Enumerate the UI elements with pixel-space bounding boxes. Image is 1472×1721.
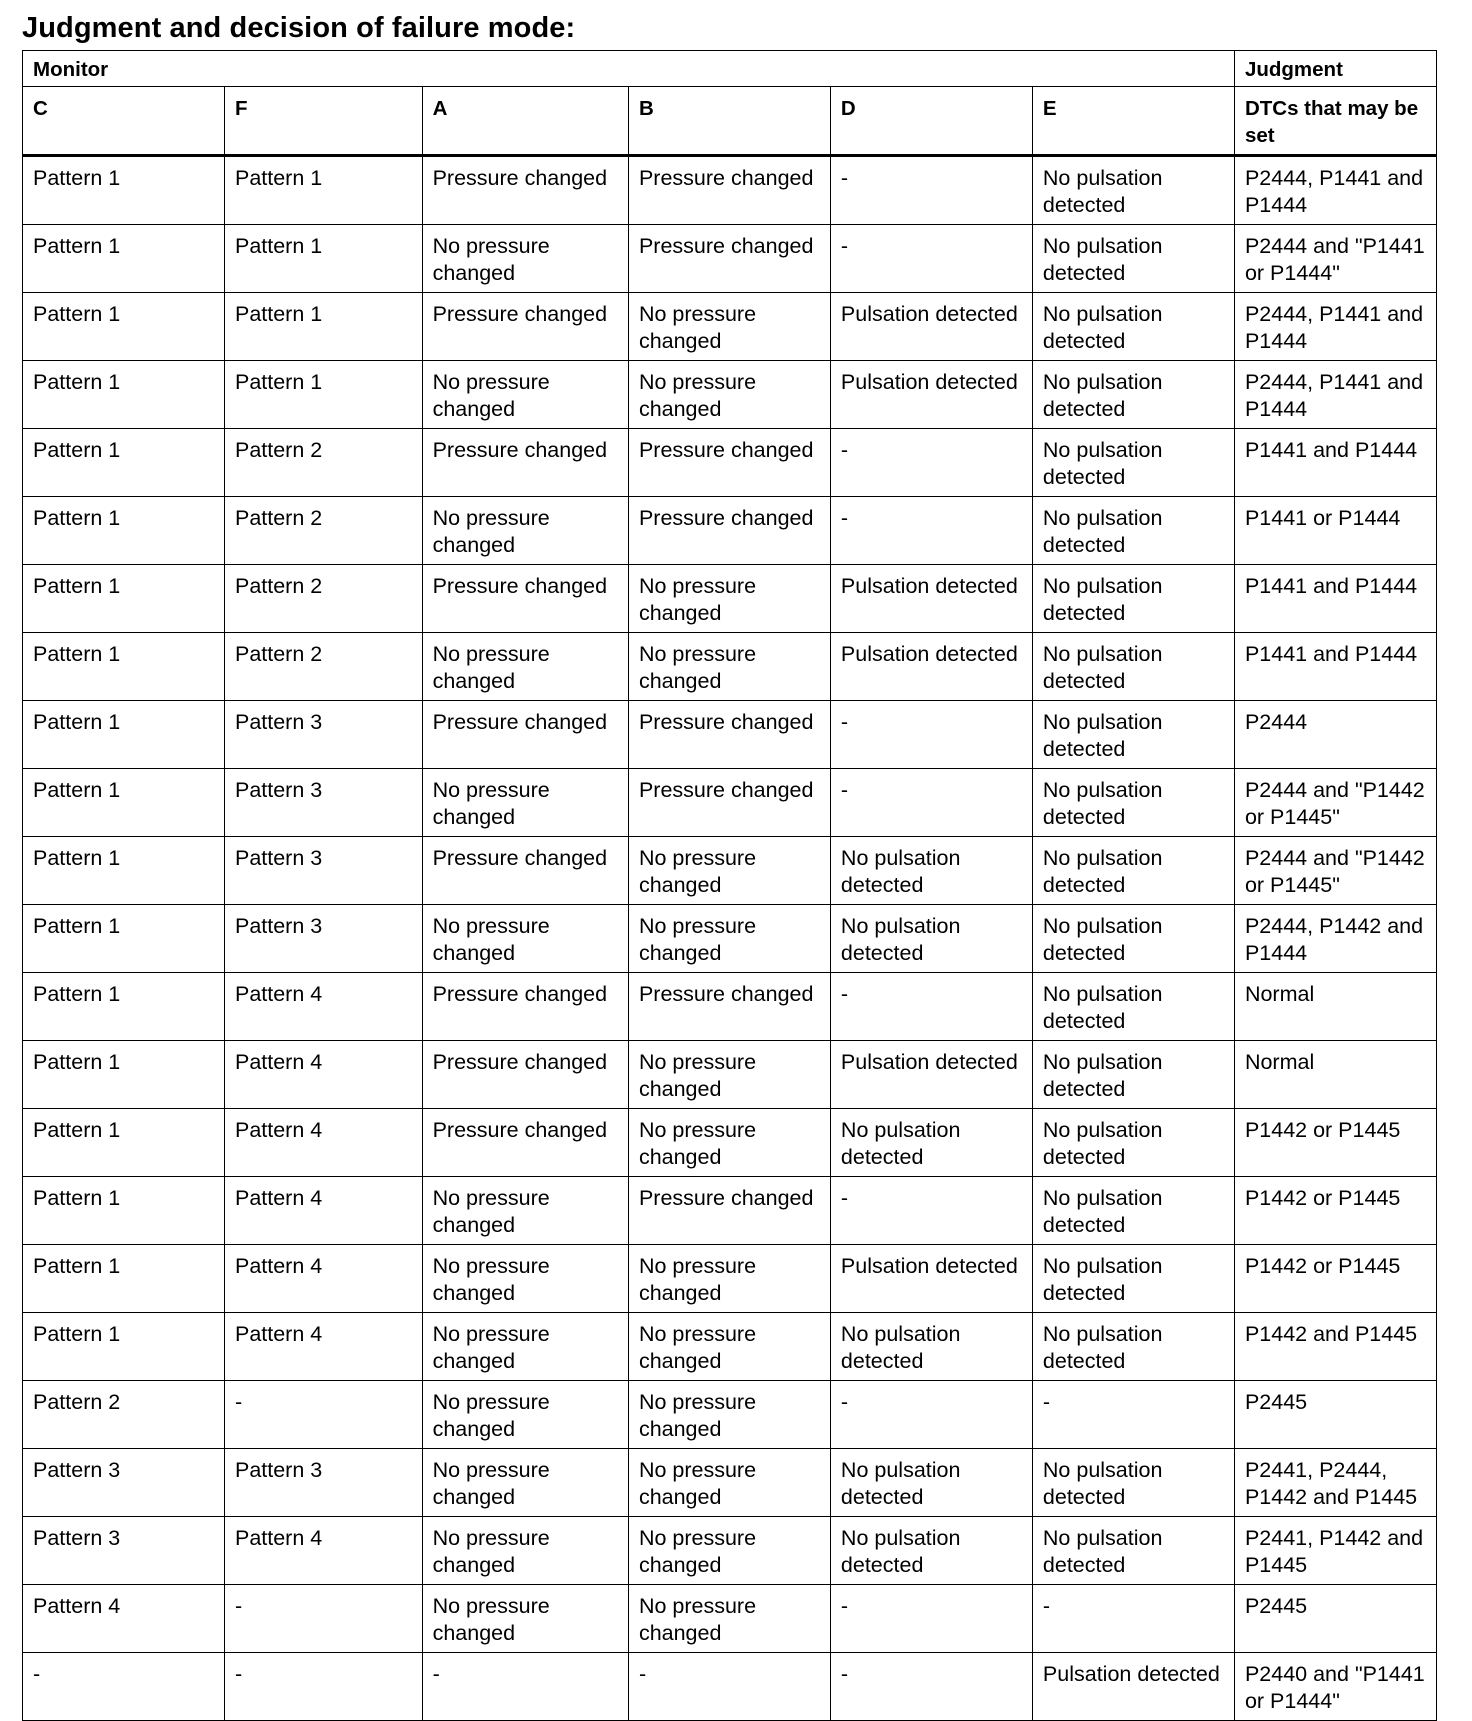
- cell-dtcs: P1442 and P1445: [1234, 1313, 1436, 1381]
- cell-f: -: [224, 1381, 422, 1449]
- cell-d: No pulsation detected: [830, 1109, 1032, 1177]
- cell-b: No pressure changed: [628, 1585, 830, 1653]
- cell-d: -: [830, 769, 1032, 837]
- cell-b: Pressure changed: [628, 769, 830, 837]
- cell-a: No pressure changed: [422, 225, 628, 293]
- cell-a: No pressure changed: [422, 633, 628, 701]
- failure-mode-table: [22, 50, 1437, 1721]
- cell-a: No pressure changed: [422, 497, 628, 565]
- cell-b: Pressure changed: [628, 973, 830, 1041]
- cell-f: Pattern 4: [224, 1313, 422, 1381]
- cell-b: -: [628, 1653, 830, 1721]
- cell-d: -: [830, 497, 1032, 565]
- cell-f: Pattern 3: [224, 1449, 422, 1517]
- cell-e: No pulsation detected: [1032, 156, 1234, 225]
- cell-b: No pressure changed: [628, 1109, 830, 1177]
- cell-b: Pressure changed: [628, 701, 830, 769]
- cell-e: No pulsation detected: [1032, 565, 1234, 633]
- cell-e: No pulsation detected: [1032, 973, 1234, 1041]
- cell-d: No pulsation detected: [830, 1449, 1032, 1517]
- table-row: [23, 837, 1437, 905]
- cell-d: -: [830, 701, 1032, 769]
- column-header: E: [1032, 87, 1234, 156]
- cell-e: -: [1032, 1381, 1234, 1449]
- cell-e: No pulsation detected: [1032, 293, 1234, 361]
- cell-f: Pattern 4: [224, 1109, 422, 1177]
- cell-dtcs: P1441 and P1444: [1234, 565, 1436, 633]
- cell-a: No pressure changed: [422, 1585, 628, 1653]
- cell-c: Pattern 3: [23, 1517, 225, 1585]
- cell-c: Pattern 1: [23, 497, 225, 565]
- cell-d: Pulsation detected: [830, 1041, 1032, 1109]
- cell-c: Pattern 1: [23, 225, 225, 293]
- cell-a: Pressure changed: [422, 156, 628, 225]
- cell-f: Pattern 1: [224, 156, 422, 225]
- table-row: [23, 1517, 1437, 1585]
- table-row: [23, 1245, 1437, 1313]
- cell-dtcs: Normal: [1234, 1041, 1436, 1109]
- cell-c: Pattern 1: [23, 1245, 225, 1313]
- cell-e: No pulsation detected: [1032, 1449, 1234, 1517]
- judgment-group-header: Judgment: [1234, 51, 1436, 87]
- cell-c: Pattern 1: [23, 1177, 225, 1245]
- cell-c: Pattern 2: [23, 1381, 225, 1449]
- cell-f: Pattern 4: [224, 973, 422, 1041]
- cell-f: -: [224, 1653, 422, 1721]
- cell-dtcs: P2444, P1441 and P1444: [1234, 156, 1436, 225]
- cell-a: No pressure changed: [422, 1313, 628, 1381]
- cell-c: Pattern 1: [23, 1109, 225, 1177]
- cell-b: Pressure changed: [628, 497, 830, 565]
- cell-f: Pattern 3: [224, 769, 422, 837]
- cell-dtcs: P1442 or P1445: [1234, 1109, 1436, 1177]
- cell-f: Pattern 3: [224, 701, 422, 769]
- column-header-row: [23, 87, 1437, 156]
- cell-a: Pressure changed: [422, 701, 628, 769]
- table-row: [23, 1381, 1437, 1449]
- cell-f: Pattern 1: [224, 361, 422, 429]
- cell-dtcs: P2441, P1442 and P1445: [1234, 1517, 1436, 1585]
- cell-dtcs: P2444 and "P1442 or P1445": [1234, 837, 1436, 905]
- cell-c: Pattern 3: [23, 1449, 225, 1517]
- page-title: Judgment and decision of failure mode:: [22, 12, 576, 44]
- cell-e: No pulsation detected: [1032, 1517, 1234, 1585]
- cell-d: -: [830, 1177, 1032, 1245]
- table-row: [23, 973, 1437, 1041]
- cell-dtcs: P1441 and P1444: [1234, 633, 1436, 701]
- monitor-group-header: Monitor: [23, 51, 1235, 87]
- cell-dtcs: P1441 or P1444: [1234, 497, 1436, 565]
- cell-dtcs: P2445: [1234, 1381, 1436, 1449]
- table-row: [23, 1653, 1437, 1721]
- cell-b: Pressure changed: [628, 156, 830, 225]
- cell-d: No pulsation detected: [830, 1517, 1032, 1585]
- column-header: A: [422, 87, 628, 156]
- cell-b: No pressure changed: [628, 293, 830, 361]
- cell-f: Pattern 2: [224, 497, 422, 565]
- cell-dtcs: P2444, P1441 and P1444: [1234, 293, 1436, 361]
- table-row: [23, 1177, 1437, 1245]
- cell-d: -: [830, 1585, 1032, 1653]
- cell-e: No pulsation detected: [1032, 1245, 1234, 1313]
- cell-d: Pulsation detected: [830, 633, 1032, 701]
- cell-c: Pattern 1: [23, 633, 225, 701]
- cell-d: No pulsation detected: [830, 1313, 1032, 1381]
- cell-e: Pulsation detected: [1032, 1653, 1234, 1721]
- cell-dtcs: P1441 and P1444: [1234, 429, 1436, 497]
- cell-c: -: [23, 1653, 225, 1721]
- table-row: [23, 1041, 1437, 1109]
- cell-f: Pattern 2: [224, 429, 422, 497]
- cell-c: Pattern 1: [23, 565, 225, 633]
- cell-e: No pulsation detected: [1032, 1109, 1234, 1177]
- cell-c: Pattern 1: [23, 905, 225, 973]
- column-header: C: [23, 87, 225, 156]
- cell-dtcs: P2445: [1234, 1585, 1436, 1653]
- cell-e: No pulsation detected: [1032, 633, 1234, 701]
- cell-c: Pattern 1: [23, 361, 225, 429]
- cell-b: Pressure changed: [628, 225, 830, 293]
- cell-c: Pattern 1: [23, 156, 225, 225]
- cell-c: Pattern 1: [23, 293, 225, 361]
- cell-a: Pressure changed: [422, 1109, 628, 1177]
- cell-e: No pulsation detected: [1032, 225, 1234, 293]
- cell-f: Pattern 4: [224, 1517, 422, 1585]
- cell-a: No pressure changed: [422, 1245, 628, 1313]
- column-header: D: [830, 87, 1032, 156]
- cell-dtcs: P2444 and "P1442 or P1445": [1234, 769, 1436, 837]
- cell-f: Pattern 1: [224, 293, 422, 361]
- cell-b: No pressure changed: [628, 361, 830, 429]
- cell-dtcs: P1442 or P1445: [1234, 1177, 1436, 1245]
- cell-b: No pressure changed: [628, 565, 830, 633]
- cell-e: No pulsation detected: [1032, 429, 1234, 497]
- cell-b: No pressure changed: [628, 1245, 830, 1313]
- cell-b: No pressure changed: [628, 1313, 830, 1381]
- cell-a: No pressure changed: [422, 769, 628, 837]
- cell-e: No pulsation detected: [1032, 769, 1234, 837]
- cell-f: Pattern 2: [224, 565, 422, 633]
- cell-a: Pressure changed: [422, 973, 628, 1041]
- cell-b: No pressure changed: [628, 837, 830, 905]
- cell-d: Pulsation detected: [830, 565, 1032, 633]
- table-row: [23, 1109, 1437, 1177]
- table-row: [23, 429, 1437, 497]
- cell-f: Pattern 2: [224, 633, 422, 701]
- cell-d: -: [830, 429, 1032, 497]
- cell-d: Pulsation detected: [830, 361, 1032, 429]
- cell-c: Pattern 1: [23, 973, 225, 1041]
- cell-c: Pattern 1: [23, 837, 225, 905]
- table-row: [23, 293, 1437, 361]
- cell-d: No pulsation detected: [830, 837, 1032, 905]
- table-row: [23, 1585, 1437, 1653]
- cell-e: No pulsation detected: [1032, 701, 1234, 769]
- cell-e: No pulsation detected: [1032, 1313, 1234, 1381]
- cell-f: Pattern 3: [224, 905, 422, 973]
- table-row: [23, 225, 1437, 293]
- cell-b: No pressure changed: [628, 905, 830, 973]
- cell-f: Pattern 1: [224, 225, 422, 293]
- cell-e: No pulsation detected: [1032, 837, 1234, 905]
- cell-b: No pressure changed: [628, 1449, 830, 1517]
- cell-a: No pressure changed: [422, 1381, 628, 1449]
- cell-d: -: [830, 156, 1032, 225]
- cell-dtcs: P2441, P2444, P1442 and P1445: [1234, 1449, 1436, 1517]
- cell-a: No pressure changed: [422, 1177, 628, 1245]
- cell-b: No pressure changed: [628, 1381, 830, 1449]
- cell-b: No pressure changed: [628, 1517, 830, 1585]
- table-row: [23, 156, 1437, 225]
- cell-e: No pulsation detected: [1032, 1177, 1234, 1245]
- cell-c: Pattern 1: [23, 769, 225, 837]
- cell-dtcs: P2444, P1441 and P1444: [1234, 361, 1436, 429]
- cell-d: -: [830, 225, 1032, 293]
- table-row: [23, 1449, 1437, 1517]
- cell-d: Pulsation detected: [830, 293, 1032, 361]
- cell-b: Pressure changed: [628, 1177, 830, 1245]
- table-row: [23, 905, 1437, 973]
- cell-c: Pattern 1: [23, 1313, 225, 1381]
- cell-d: -: [830, 973, 1032, 1041]
- cell-d: -: [830, 1653, 1032, 1721]
- cell-a: Pressure changed: [422, 565, 628, 633]
- cell-f: Pattern 4: [224, 1177, 422, 1245]
- cell-dtcs: Normal: [1234, 973, 1436, 1041]
- cell-dtcs: P2440 and "P1441 or P1444": [1234, 1653, 1436, 1721]
- cell-a: Pressure changed: [422, 1041, 628, 1109]
- table-row: [23, 769, 1437, 837]
- cell-d: Pulsation detected: [830, 1245, 1032, 1313]
- cell-dtcs: P2444: [1234, 701, 1436, 769]
- cell-c: Pattern 1: [23, 701, 225, 769]
- cell-f: Pattern 4: [224, 1041, 422, 1109]
- cell-a: Pressure changed: [422, 429, 628, 497]
- cell-e: No pulsation detected: [1032, 1041, 1234, 1109]
- cell-a: Pressure changed: [422, 293, 628, 361]
- cell-e: -: [1032, 1585, 1234, 1653]
- cell-b: Pressure changed: [628, 429, 830, 497]
- column-header: DTCs that may be set: [1234, 87, 1436, 156]
- table-row: [23, 1313, 1437, 1381]
- table-row: [23, 361, 1437, 429]
- cell-a: No pressure changed: [422, 1517, 628, 1585]
- cell-c: Pattern 1: [23, 429, 225, 497]
- cell-dtcs: P1442 or P1445: [1234, 1245, 1436, 1313]
- cell-d: -: [830, 1381, 1032, 1449]
- cell-dtcs: P2444 and "P1441 or P1444": [1234, 225, 1436, 293]
- cell-a: Pressure changed: [422, 837, 628, 905]
- cell-e: No pulsation detected: [1032, 905, 1234, 973]
- cell-c: Pattern 1: [23, 1041, 225, 1109]
- cell-a: -: [422, 1653, 628, 1721]
- table-row: [23, 565, 1437, 633]
- cell-f: -: [224, 1585, 422, 1653]
- cell-c: Pattern 4: [23, 1585, 225, 1653]
- cell-f: Pattern 4: [224, 1245, 422, 1313]
- cell-b: No pressure changed: [628, 1041, 830, 1109]
- cell-e: No pulsation detected: [1032, 497, 1234, 565]
- table-row: [23, 701, 1437, 769]
- table-row: [23, 497, 1437, 565]
- cell-f: Pattern 3: [224, 837, 422, 905]
- column-header: B: [628, 87, 830, 156]
- cell-a: No pressure changed: [422, 361, 628, 429]
- column-header: F: [224, 87, 422, 156]
- table-row: [23, 633, 1437, 701]
- cell-e: No pulsation detected: [1032, 361, 1234, 429]
- cell-a: No pressure changed: [422, 1449, 628, 1517]
- cell-d: No pulsation detected: [830, 905, 1032, 973]
- cell-dtcs: P2444, P1442 and P1444: [1234, 905, 1436, 973]
- cell-a: No pressure changed: [422, 905, 628, 973]
- cell-b: No pressure changed: [628, 633, 830, 701]
- group-header-row: [23, 51, 1437, 87]
